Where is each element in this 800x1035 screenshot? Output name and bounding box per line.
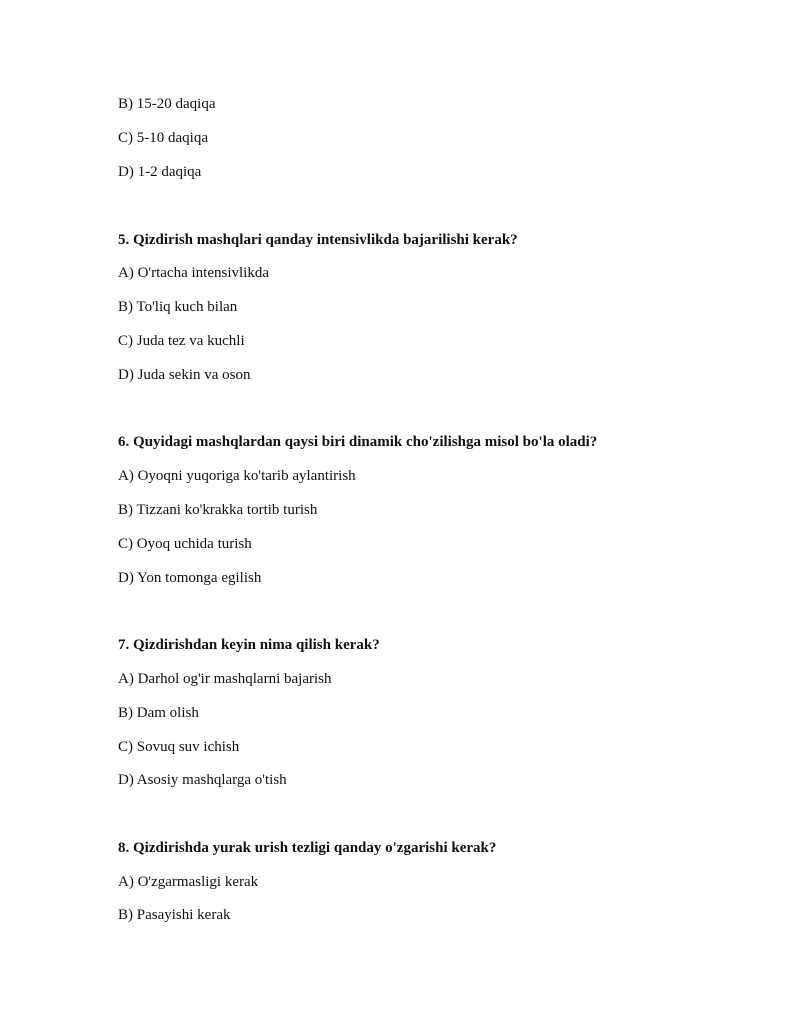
answer-option: D) 1-2 daqiqa bbox=[118, 164, 202, 180]
answer-option: B) 15-20 daqiqa bbox=[118, 96, 216, 112]
question-7-text: 7. Qizdirishdan keyin nima qilish kerak? bbox=[118, 637, 380, 653]
answer-option: A) Oyoqni yuqoriga ko'tarib aylantirish bbox=[118, 468, 356, 484]
question-8-text: 8. Qizdirishda yurak urish tezligi qanday o'zgarishi kerak? bbox=[118, 840, 497, 856]
answer-option: A) O'rtacha intensivlikda bbox=[118, 265, 269, 281]
answer-option: A) O'zgarmasligi kerak bbox=[118, 874, 259, 890]
answer-option: B) Pasayishi kerak bbox=[118, 907, 231, 923]
answer-option: D) Juda sekin va oson bbox=[118, 367, 251, 383]
answer-option: B) Tizzani ko'krakka tortib turish bbox=[118, 502, 318, 518]
question-6-text: 6. Quyidagi mashqlardan qaysi biri dinamik cho'zilishga misol bo'la oladi? bbox=[118, 434, 598, 450]
answer-option: D) Asosiy mashqlarga o'tish bbox=[118, 772, 287, 788]
answer-option: C) 5-10 daqiqa bbox=[118, 130, 208, 146]
answer-option: C) Juda tez va kuchli bbox=[118, 333, 245, 349]
answer-option: A) Darhol og'ir mashqlarni bajarish bbox=[118, 671, 332, 687]
answer-option: B) To'liq kuch bilan bbox=[118, 299, 238, 315]
answer-option: C) Oyoq uchida turish bbox=[118, 536, 252, 552]
answer-option: B) Dam olish bbox=[118, 705, 199, 721]
answer-option: D) Yon tomonga egilish bbox=[118, 570, 262, 586]
question-5-text: 5. Qizdirish mashqlari qanday intensivlikda bajarilishi kerak? bbox=[118, 232, 518, 248]
answer-option: C) Sovuq suv ichish bbox=[118, 739, 240, 755]
